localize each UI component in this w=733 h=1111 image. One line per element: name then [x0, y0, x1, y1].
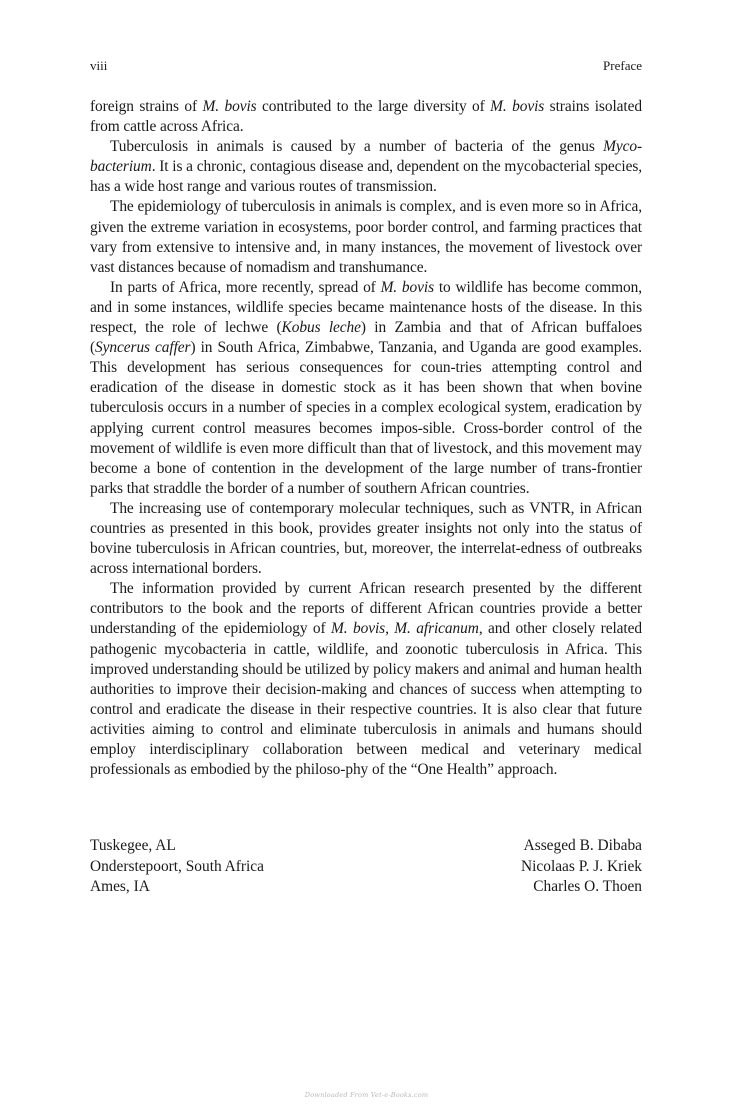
page-number: viii [90, 58, 108, 73]
text-run: strains isolated from cattle across Africa. [90, 98, 642, 136]
italic-term: M. bovis [490, 98, 545, 115]
body-paragraph [90, 278, 642, 499]
italic-term: Kobus leche [281, 319, 361, 337]
italic-term: M. bovis [202, 98, 257, 115]
text-run: . It is a chronic, contagious disease and, dependent on the mycobacterial species, has a wide host range and various routes of transmission. [90, 158, 642, 196]
body-paragraph [90, 97, 642, 137]
text-run: Tuberculosis in animals is caused by a number of bacteria of the genus [110, 138, 604, 156]
text-run: The increasing use of contemporary molecular techniques, such as VNTR, in African countries as presented in this book, provides greater insights not only into the status of bovine tuberculosis in African countries, but, moreover, the interrelat-edness of outbreaks across international borders. [90, 499, 642, 578]
body-paragraph [90, 499, 642, 579]
signature-name: Asseged B. Dibaba [523, 837, 642, 854]
text-run: The epidemiology of tuberculosis in animals is complex, and is even more so in Africa, given the extreme variation in ecosystems, poor border control, and farming practices that vary from extensive to intensive and, in many instances, the movement of livestock over vast distances because of nomadism and transhumance. [90, 198, 642, 276]
body-paragraph [90, 579, 642, 780]
text-run: ) in South Africa, Zimbabwe, Tanzania, and Uganda are good examples. This development has serious consequences for coun-tries attempting control and eradication of the disease in domestic stock as it has been shown that when bovine tuberculosis occurs in a number of species in a complex ecological system, eradication by applying current control measures becomes impos-sible. Cross-border control of the movement of wildlife is even more difficult than that of livestock, and this movement may become a bone of contention in the development of the large number of trans-frontier parks that straddle the border of a number of southern African countries. [90, 339, 642, 497]
body-paragraph [90, 137, 642, 197]
signature-row [90, 877, 642, 898]
text-run: contributed to the large diversity of [256, 98, 491, 115]
italic-term: Myco-bacterium [90, 138, 642, 176]
signature-row [90, 836, 642, 857]
italic-term: M. bovis [380, 278, 434, 296]
signature-block [90, 836, 642, 898]
preface-body [90, 97, 642, 780]
text-run: to wildlife has become common, and in some instances, wildlife species became maintenance hosts of the disease. In this respect, the role of lechwe ( [90, 278, 642, 337]
signature-row [90, 857, 642, 878]
signature-name: Nicolaas P. J. Kriek [521, 857, 642, 875]
signature-place: Onderstepoort, South Africa [90, 857, 264, 875]
body-paragraph [90, 197, 642, 277]
text-run: ) in Zambia and that of African buffaloes ( [90, 319, 642, 357]
running-head-title: Preface [603, 58, 642, 73]
text-run: In parts of Africa, more recently, spread of [110, 278, 381, 296]
download-watermark: Downloaded From Vet-e-Books.com [304, 1091, 429, 1099]
text-run: foreign strains of [90, 98, 203, 115]
running-head [90, 57, 642, 75]
signature-name: Charles O. Thoen [533, 878, 642, 895]
text-run: The information provided by current African research presented by the different contributors to the book and the reports of different African countries provide a better understanding of the epidemiology of [90, 580, 642, 638]
italic-term: Syncerus caffer [95, 339, 191, 357]
signature-place: Ames, IA [90, 878, 150, 895]
text-run: , and other closely related pathogenic mycobacteria in cattle, wildlife, and zoonotic tuberculosis in Africa. This improved understanding should be utilized by policy makers and animal and human health authorities to improve their decision-making and chances of success when attempting to control and eradicate the disease in their respective countries. It is also clear that future activities aiming to control and eliminate tuberculosis in animals and humans should employ interdisciplinary collaboration between medical and veterinary medical professionals as embodied by the philoso-phy of the “One Health” approach. [90, 620, 642, 779]
signature-place: Tuskegee, AL [90, 837, 176, 854]
italic-term: M. bovis, M. africanum [331, 620, 479, 638]
